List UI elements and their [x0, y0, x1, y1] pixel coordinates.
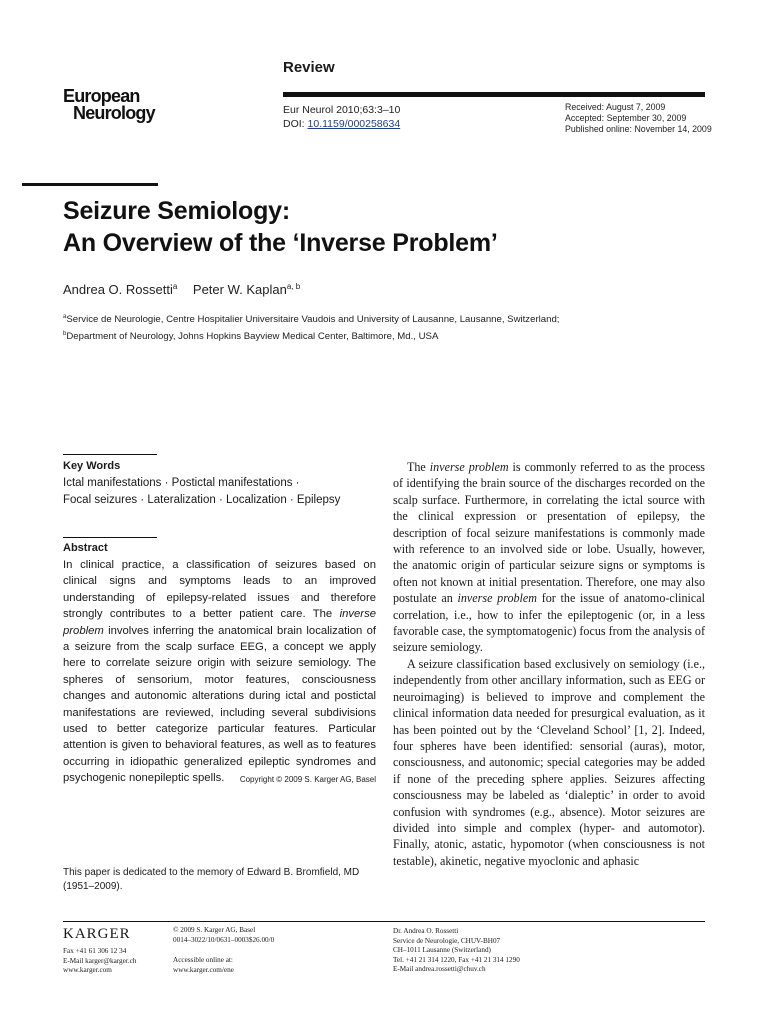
footer-rule: [63, 921, 705, 922]
author-affiliation-mark: a: [172, 282, 178, 291]
license-code: 0014–3022/10/0631–0003$26.00/0: [173, 935, 275, 944]
title-line-1: Seizure Semiology:: [63, 197, 291, 225]
corresp-dept: Service de Neurologie, CHUV-BH07: [393, 936, 501, 945]
online-access: [173, 956, 234, 975]
section-label: Review: [283, 59, 335, 76]
article-title: [63, 195, 498, 259]
keywords-line: Focal seizures · Lateralization · Localization · Epilepsy: [63, 494, 341, 506]
journal-citation: Eur Neurol 2010;63:3–10: [283, 104, 401, 116]
published-date: Published online: November 14, 2009: [565, 124, 712, 134]
abstract-term: inverse problem: [63, 608, 376, 637]
doi-link[interactable]: 10.1159/000258634: [307, 118, 401, 130]
title-rule: [22, 183, 158, 186]
doi-label: DOI:: [283, 118, 308, 130]
author-name: Peter W. Kaplan: [192, 282, 287, 297]
author-affiliation-mark: a, b: [286, 282, 301, 291]
article-dates: [565, 102, 712, 135]
body-span: for the issue of anatomo-clinical correlation, i.e., how to infer the epileptogenic (or, in a less favorable case, the symptomatogenic) focus from the analysis of seizure semiology.: [393, 591, 705, 655]
body-text: [393, 459, 705, 869]
body-term: inverse problem: [457, 591, 538, 606]
affiliations: [63, 310, 623, 344]
dedication-note: This paper is dedicated to the memory of Edward B. Bromfield, MD (1951–2009).: [63, 867, 360, 892]
abstract-text: [63, 557, 376, 789]
body-paragraph: [393, 459, 705, 656]
journal-logo-line1: European: [63, 86, 140, 106]
accepted-date: Accepted: September 30, 2009: [565, 113, 687, 123]
keywords-heading: Key Words: [63, 460, 121, 472]
corresp-email[interactable]: E-Mail andrea.rossetti@chuv.ch: [393, 965, 486, 973]
journal-logo-line2: Neurology: [73, 103, 155, 123]
keywords-line: Ictal manifestations · Postictal manifestations ·: [63, 477, 300, 489]
header-rule: [283, 92, 705, 97]
correspondence: [393, 927, 520, 975]
author-list: [63, 282, 300, 297]
keywords-list: [63, 475, 363, 509]
affiliation-text: Department of Neurology, Johns Hopkins Bayview Medical Center, Baltimore, Md., USA: [66, 331, 439, 342]
author-name: Andrea O. Rossetti: [63, 282, 173, 297]
license-info: [173, 926, 274, 945]
citation-block: [283, 103, 400, 131]
received-date: Received: August 7, 2009: [565, 102, 666, 112]
online-url[interactable]: www.karger.com/ene: [173, 965, 234, 974]
affiliation-text: Service de Neurologie, Centre Hospitalier Universitaire Vaudois and University of Lausanne, Lausanne, Switzerland;: [66, 314, 560, 325]
affiliation-a: [63, 310, 623, 327]
body-paragraph: A seizure classification based exclusively on semiology (i.e., independently from other ancillary information, such as EEG or neuroimaging) is believed to improve and complement the clinical information data needed for presurgical evaluation, as it has been pointed out by the ‘Cleveland School’ [1, 2]. Indeed, four spheres have been identified: sensorial (auras), motor, consciousness, and autonomic; special categories may be added if none of the preceding sphere applies. Seizures affecting consciousness may be labeled as ‘dialeptic’ in order to avoid confusion with syndromes (e.g., absence). Motor seizures are divided into simple and complex (hyper- and automotor). Finally, atonic, astatic, hypomotor (when consciousness is not testable), akinetic, negative myoclonic and aphasic: [393, 656, 705, 868]
publisher-email: E-Mail karger@karger.ch: [63, 956, 137, 965]
abstract-part: In clinical practice, a classification of seizures based on clinical signs and symptoms leads to an improved understanding of epilepsy-related issues and therefore strongly contributes to a better patient care. The: [63, 559, 376, 621]
copyright-notice: Copyright © 2009 S. Karger AG, Basel: [239, 775, 376, 785]
publisher-logo: KARGER: [63, 926, 131, 942]
affiliation-b: [63, 327, 623, 344]
journal-logo: [63, 88, 155, 122]
license-copyright: © 2009 S. Karger AG, Basel: [173, 926, 256, 934]
abstract-part: involves inferring the anatomical brain localization of a seizure from the scalp surface EEG, a concept we apply here to correlate seizure origin with seizure semiology. The spheres of sensorium, motor features, consciousness changes and autonomic alterations during ictal and postictal manifestations are reviewed, including several subdivisions used to better categorize particular features. Particular attention is given to behavioral features, as well as to features occurring in idiopathic generalized epileptic syndromes and psychogenic nonepileptic spells.: [63, 624, 376, 785]
title-line-2: An Overview of the ‘Inverse Problem’: [63, 229, 498, 257]
affiliation-mark: b: [63, 331, 67, 337]
body-span: The: [407, 460, 430, 474]
corresp-address: CH–1011 Lausanne (Switzerland): [393, 946, 491, 954]
online-label: Accessible online at:: [173, 956, 233, 964]
abstract-rule: [63, 537, 157, 538]
corresp-name: Dr. Andrea O. Rossetti: [393, 927, 459, 935]
publisher-fax: Fax +41 61 306 12 34: [63, 947, 127, 955]
publisher-contact: [63, 947, 136, 976]
publisher-web[interactable]: www.karger.com: [63, 966, 112, 974]
corresp-phone: Tel. +41 21 314 1220, Fax +41 21 314 1290: [393, 955, 520, 964]
keywords-rule: [63, 454, 157, 455]
abstract-heading: Abstract: [63, 542, 108, 554]
body-term: inverse problem: [429, 460, 509, 474]
affiliation-mark: a: [63, 314, 67, 320]
body-span: is commonly referred to as the process of identifying the brain source of the discharges recorded on the scalp surface. Furthermore, in correlating the ictal source with the clinical expression or presentation of epilepsy, the description of focal seizure manifestations is commonly made with reference to an involved side or lobe. Usually, however, the anatomic origin of particular seizure signs or symptoms is often not known at initial presentation. Therefore, one may also postulate an: [393, 460, 706, 606]
